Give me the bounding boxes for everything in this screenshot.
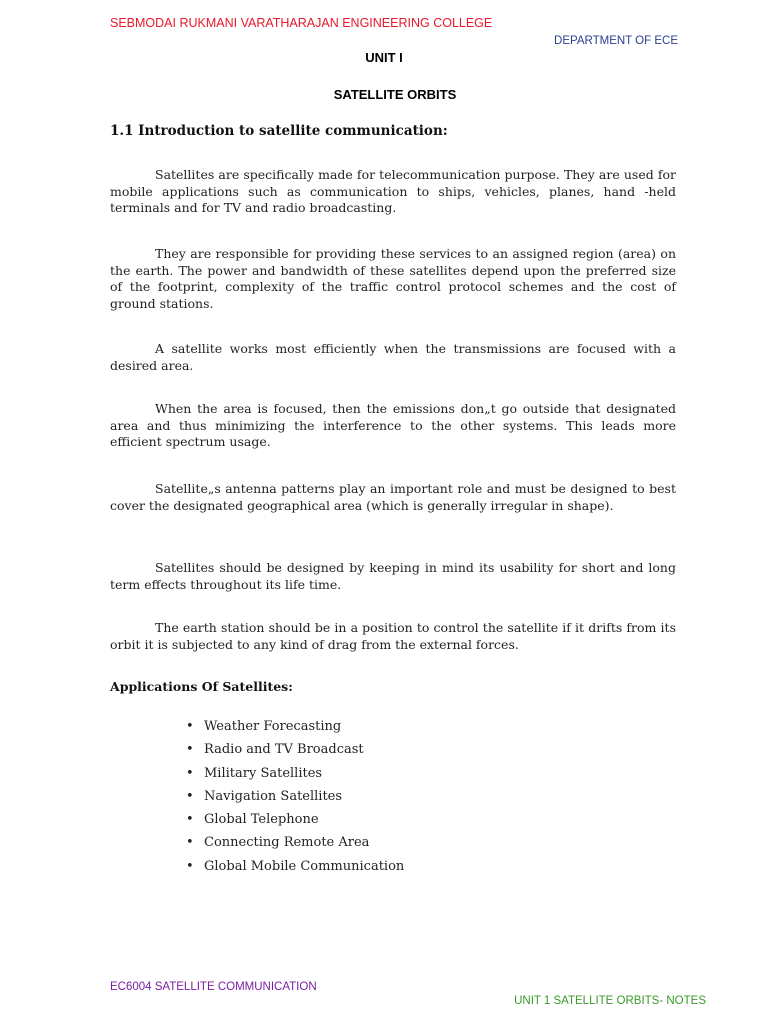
paragraph: Satellite„s antenna patterns play an important role and must be designed to best cover the designated geographical area (which is generally irregular in shape).	[110, 481, 676, 513]
list-item: • Global Telephone	[186, 811, 404, 834]
paragraph: They are responsible for providing these services to an assigned region (area) on the earth. The power and bandwidth of these satellites depend upon the preferred size of the footprint, complexity of the traffic control protocol schemes and the cost of ground stations.	[110, 246, 676, 311]
list-item: • Connecting Remote Area	[186, 834, 404, 857]
page-title: SATELLITE ORBITS	[333, 87, 457, 102]
paragraph: When the area is focused, then the emissions don„t go outside that designated area and thus minimizing the interference to the other systems. This leads more efficient spectrum usage.	[110, 401, 676, 449]
college-name: SEBMODAI RUKMANI VARATHARAJAN ENGINEERING COLLEGE	[110, 16, 493, 30]
department-name: DEPARTMENT OF ECE	[554, 35, 678, 47]
list-item: • Military Satellites	[186, 765, 404, 788]
footer-course: EC6004 SATELLITE COMMUNICATION	[110, 981, 317, 993]
list-item: • Global Mobile Communication	[186, 858, 404, 881]
applications-list	[186, 718, 404, 881]
list-item: • Weather Forecasting	[186, 718, 404, 741]
unit-label: UNIT I	[365, 50, 403, 65]
footer-notes: UNIT 1 SATELLITE ORBITS- NOTES	[514, 995, 706, 1007]
paragraph: A satellite works most efficiently when the transmissions are focused with a desired area.	[110, 341, 676, 373]
paragraph: The earth station should be in a position to control the satellite if it drifts from its orbit it is subjected to any kind of drag from the external forces.	[110, 620, 676, 652]
section-heading: 1.1 Introduction to satellite communication:	[110, 123, 448, 139]
list-item: • Radio and TV Broadcast	[186, 741, 404, 764]
list-item: • Navigation Satellites	[186, 788, 404, 811]
applications-heading: Applications Of Satellites:	[110, 679, 293, 694]
paragraph: Satellites are specifically made for telecommunication purpose. They are used for mobile applications such as communication to ships, vehicles, planes, hand -held terminals and for TV and radio broadcasting.	[110, 167, 676, 215]
paragraph: Satellites should be designed by keeping in mind its usability for short and long term effects throughout its life time.	[110, 560, 676, 592]
